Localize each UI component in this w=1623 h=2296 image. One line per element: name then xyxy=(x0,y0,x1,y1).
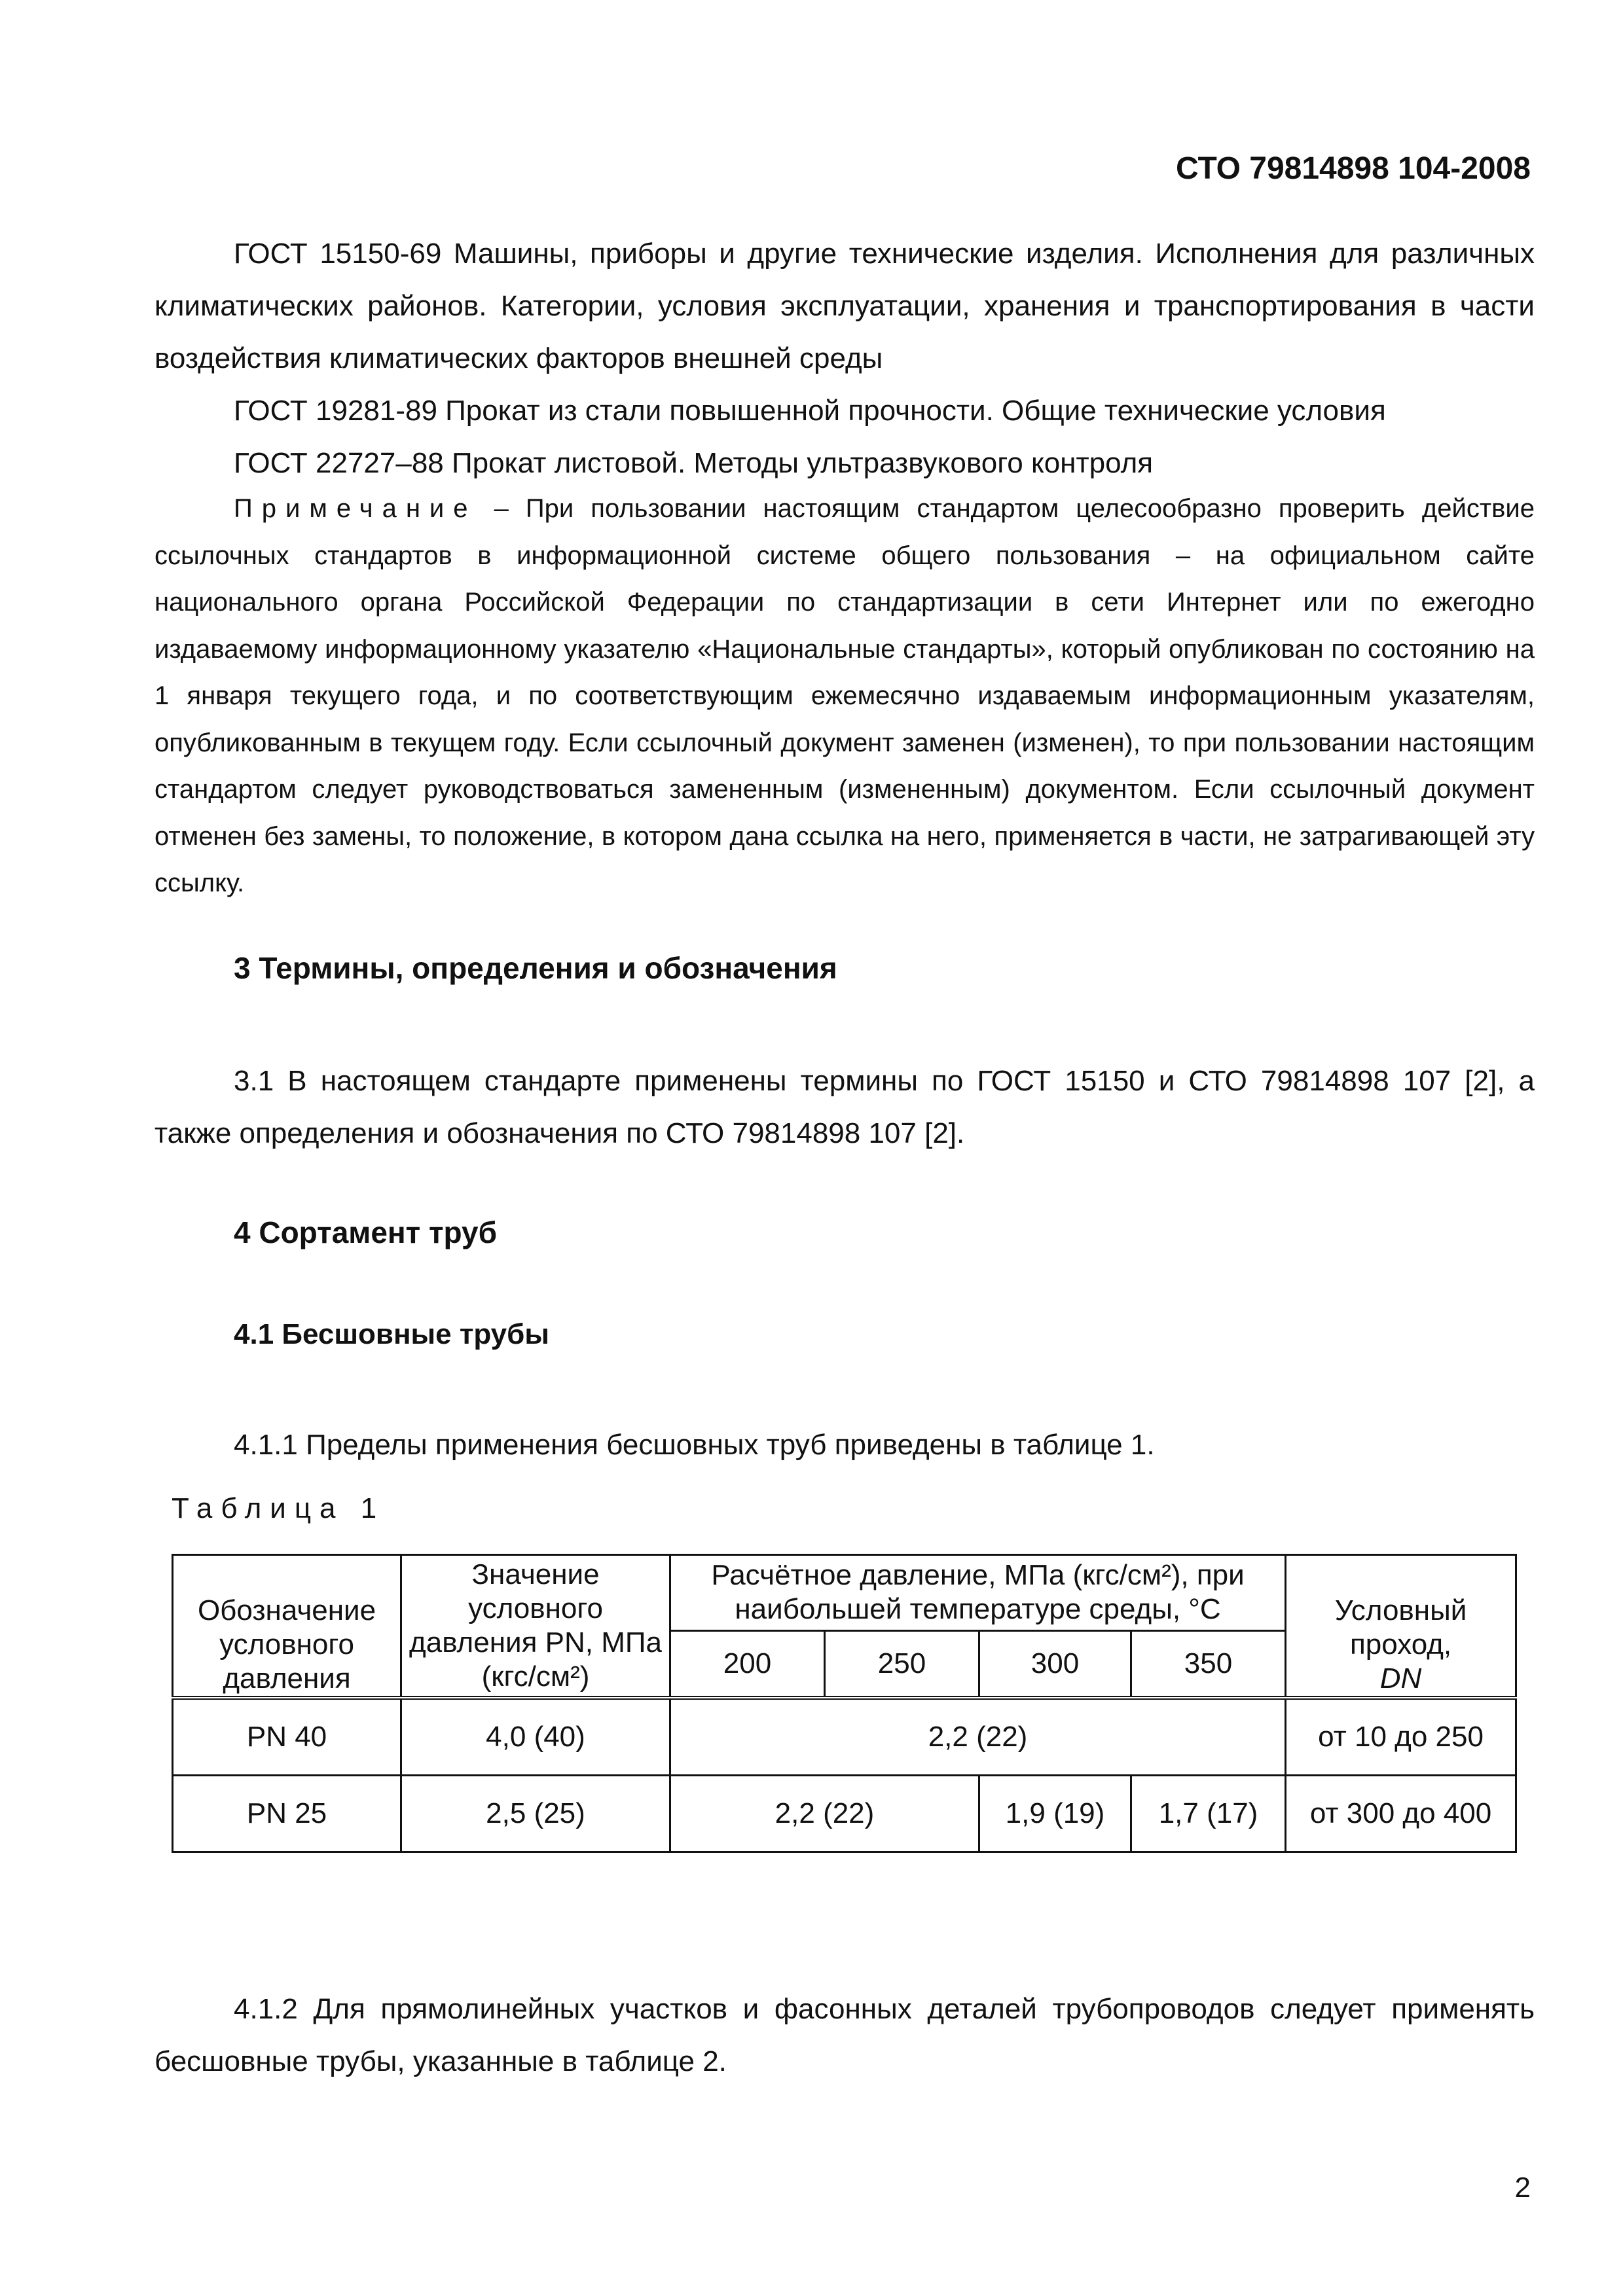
table-row xyxy=(173,1698,1516,1776)
cell-pn-value: 4,0 (40) xyxy=(401,1698,670,1776)
pipe-pressure-table xyxy=(172,1554,1517,1853)
section-4-1-title: 4.1 Бесшовные трубы xyxy=(234,1318,549,1350)
header-nominal-diameter-label: Условный проход, xyxy=(1334,1594,1467,1660)
page-number: 2 xyxy=(1514,2172,1531,2204)
cell-pn-value: 2,5 (25) xyxy=(401,1776,670,1852)
document-code: СТО 79814898 104-2008 xyxy=(1175,151,1531,186)
table-caption: Таблица 1 xyxy=(172,1492,386,1524)
note-paragraph xyxy=(155,486,1535,907)
header-dn-symbol: DN xyxy=(1379,1662,1422,1695)
cell-dn: от 10 до 250 xyxy=(1286,1698,1516,1776)
note-dash: – xyxy=(477,494,526,523)
section-4-title: 4 Сортамент труб xyxy=(234,1215,498,1249)
section-3-title: 3 Термины, определения и обозначения xyxy=(234,951,837,985)
header-temp-300: 300 xyxy=(979,1630,1131,1698)
cell-pressure-all: 2,2 (22) xyxy=(670,1698,1286,1776)
header-designation: Обозначение условного давления xyxy=(173,1555,401,1698)
note-text: При пользовании настоящим стандартом целесообразно проверить действие ссылочных стандартов в информационной системе общего пользования – на официальном сайте национального органа Российской Федерации по стандартизации в сети Интернет или по ежегодно издаваемому информационному указателю «Национальные стандарты», который опубликован по состоянию на 1 января текущего года, и по соответствующим ежемесячно издаваемым информационным указателям, опубликованным в текущем году. Если ссылочный документ заменен (изменен), то при пользовании настоящим стандартом следует руководствоваться замененным (измененным) документом. Если ссылочный документ отменен без замены, то положение, в котором дана ссылка на него, применяется в части, не затрагивающей эту ссылку. xyxy=(155,494,1535,897)
cell-pressure-350: 1,7 (17) xyxy=(1131,1776,1286,1852)
cell-designation: PN 40 xyxy=(173,1698,401,1776)
table-row xyxy=(173,1776,1516,1852)
header-temp-200: 200 xyxy=(670,1630,825,1698)
header-nominal-diameter xyxy=(1286,1555,1516,1698)
reference-gost-15150: ГОСТ 15150-69 Машины, приборы и другие технические изделия. Исполнения для различных климатических районов. Категории, условия эксплуатации, хранения и транспортирования в части воздействия климатических факторов внешней среды xyxy=(155,238,1535,374)
reference-gost-19281: ГОСТ 19281-89 Прокат из стали повышенной прочности. Общие технические условия xyxy=(234,395,1386,427)
cell-designation: PN 25 xyxy=(173,1776,401,1852)
note-label: Примечание xyxy=(234,494,477,523)
header-pn-value: Значение условного давления PN, МПа (кгс/см²) xyxy=(401,1555,670,1698)
cell-pressure-200-250: 2,2 (22) xyxy=(670,1776,979,1852)
header-temp-250: 250 xyxy=(825,1630,979,1698)
section-3-1-paragraph: 3.1 В настоящем стандарте применены термины по ГОСТ 15150 и СТО 79814898 107 [2], а также определения и обозначения по СТО 79814898 107 [2]. xyxy=(155,1065,1535,1149)
cell-dn: от 300 до 400 xyxy=(1286,1776,1516,1852)
header-temp-350: 350 xyxy=(1131,1630,1286,1698)
cell-pressure-300: 1,9 (19) xyxy=(979,1776,1131,1852)
reference-gost-22727: ГОСТ 22727–88 Прокат листовой. Методы ультразвукового контроля xyxy=(234,447,1154,479)
section-4-1-1-paragraph: 4.1.1 Пределы применения бесшовных труб приведены в таблице 1. xyxy=(234,1429,1155,1461)
header-design-pressure: Расчётное давление, МПа (кгс/см²), при наибольшей температуре среды, °С xyxy=(670,1555,1286,1631)
section-4-1-2-paragraph: 4.1.2 Для прямолинейных участков и фасонных деталей трубопроводов следует применять бесшовные трубы, указанные в таблице 2. xyxy=(155,1993,1535,2077)
